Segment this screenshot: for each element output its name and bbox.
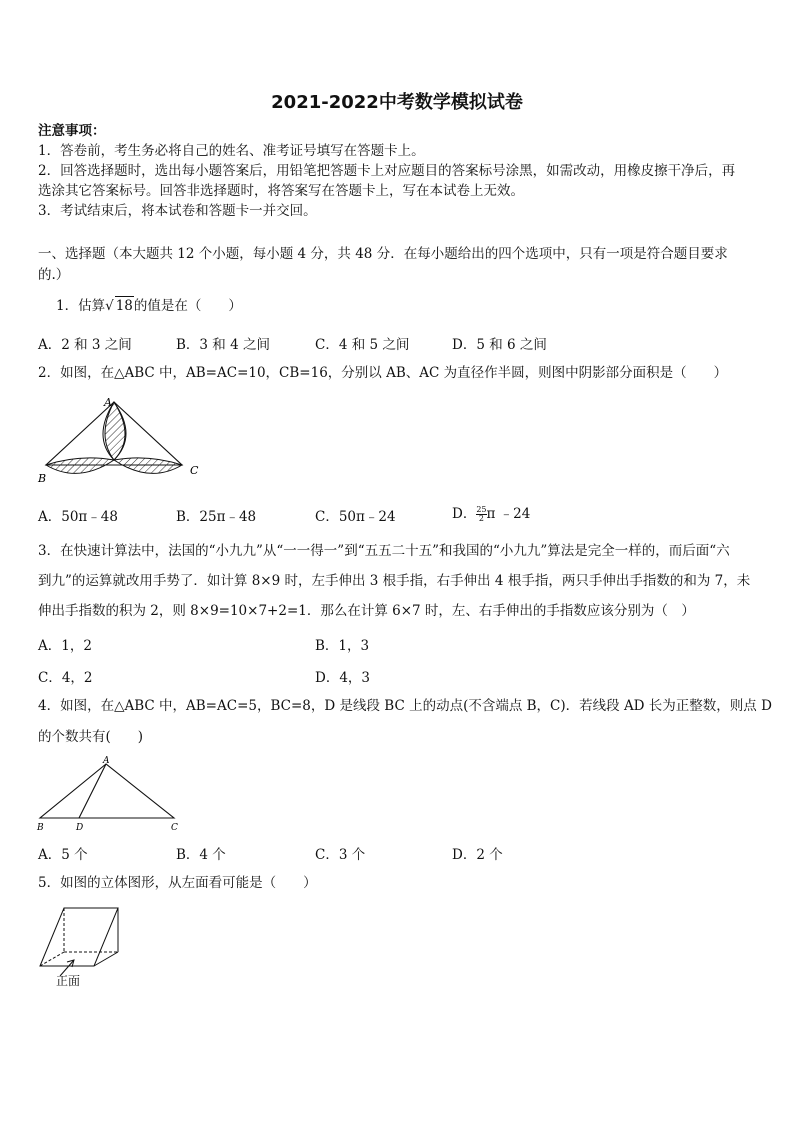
question-3-line-3: 伸出手指数的积为 2，则 8×9=10×7+2=1．那么在计算 6×7 时，左、右手伸出的手指数应该分别为（ ） <box>38 603 695 619</box>
notice-heading: 注意事项： <box>38 123 106 139</box>
label-c: C <box>190 464 199 477</box>
q5-solid-figure <box>34 900 134 992</box>
notice-item-2: 2．回答选择题时，选出每小题答案后，用铅笔把答题卡上对应题目的答案标号涂黑，如需改动，用橡皮擦干净后，再 <box>38 163 736 179</box>
question-4-line-1: 4．如图，在△ABC 中，AB=AC=5，BC=8，D 是线段 BC 上的动点(不含端点 B，C)．若线段 AD 长为正整数，则点 D <box>38 698 772 714</box>
shaded-region-right <box>114 458 182 474</box>
q1-option-b: B．3 和 4 之间 <box>176 337 270 353</box>
front-label: 正面 <box>56 974 81 988</box>
label-b: B <box>38 472 47 485</box>
q4-option-b: B．4 个 <box>176 847 226 863</box>
question-1-suffix: 的值是在（ ） <box>133 298 242 314</box>
question-1-radicand: 18 <box>115 298 133 314</box>
section-heading: 一、选择题（本大题共 12 个小题，每小题 4 分，共 48 分．在每小题给出的四个选项中，只有一项是符合题目要求 <box>38 246 728 262</box>
question-4-line-2: 的个数共有( ) <box>38 729 144 745</box>
label-b: B <box>37 823 44 833</box>
page-title: 2021-2022中考数学模拟试卷 <box>271 92 523 113</box>
sqrt-sign: √ <box>105 298 114 314</box>
question-5: 5．如图的立体图形，从左面看可能是（ ） <box>38 875 317 891</box>
section-heading-cont: 的.） <box>38 267 70 283</box>
q1-option-d: D．5 和 6 之间 <box>452 337 547 353</box>
question-3-line-2: 到九”的运算就改用手势了．如计算 8×9 时，左手伸出 3 根手指，右手伸出 4 根手指，两只手伸出手指数的和为 7，未 <box>38 573 751 589</box>
question-1 <box>56 296 242 315</box>
q2-option-c: C．50π﹣24 <box>315 509 396 525</box>
segment-ad <box>79 764 106 818</box>
question-2: 2．如图，在△ABC 中，AB=AC=10，CB=16，分别以 AB、AC 为直径作半圆，则图中阴影部分面积是（ ） <box>38 365 728 381</box>
question-3-line-1: 3．在快速计算法中，法国的“小九九”从“一一得一”到“五五二十五”和我国的“小九九”算法是完全一样的，而后面“六 <box>38 543 730 559</box>
label-a: A <box>103 756 110 766</box>
q3-option-a: A．1，2 <box>38 638 92 654</box>
label-c: C <box>171 823 178 833</box>
q3-option-d: D．4，3 <box>315 670 371 686</box>
q4-option-d: D．2 个 <box>452 847 503 863</box>
notice-item-2-cont: 选涂其它答案标号。回答非选择题时，将答案写在答题卡上，写在本试卷上无效。 <box>38 183 524 199</box>
label-d: D <box>76 823 84 833</box>
q4-option-a: A．5 个 <box>38 847 88 863</box>
label-a: A <box>104 396 112 409</box>
q1-option-c: C．4 和 5 之间 <box>315 337 410 353</box>
q2-option-b: B．25π﹣48 <box>176 509 257 525</box>
question-1-prefix: 1．估算 <box>56 298 106 314</box>
q1-option-a: A．2 和 3 之间 <box>38 337 132 353</box>
q2-triangle-figure <box>34 392 214 488</box>
shaded-region-left <box>46 458 114 474</box>
notice-item-3: 3．考试结束后，将本试卷和答题卡一并交回。 <box>38 203 317 219</box>
triangle-abc <box>40 764 174 818</box>
q2-option-a: A．50π﹣48 <box>38 509 118 525</box>
notice-item-1: 1．答卷前，考生务必将自己的姓名、准考证号填写在答题卡上。 <box>38 143 425 159</box>
q3-option-c: C．4，2 <box>38 670 93 686</box>
fraction: $\frac{25}{2}$ <box>476 505 487 523</box>
q4-option-c: C．3 个 <box>315 847 366 863</box>
q2-option-d: D． $\frac{25}{2}$ π ﹣24 <box>452 505 531 523</box>
q3-option-b: B．1，3 <box>315 638 370 654</box>
q4-triangle-figure <box>34 754 194 834</box>
